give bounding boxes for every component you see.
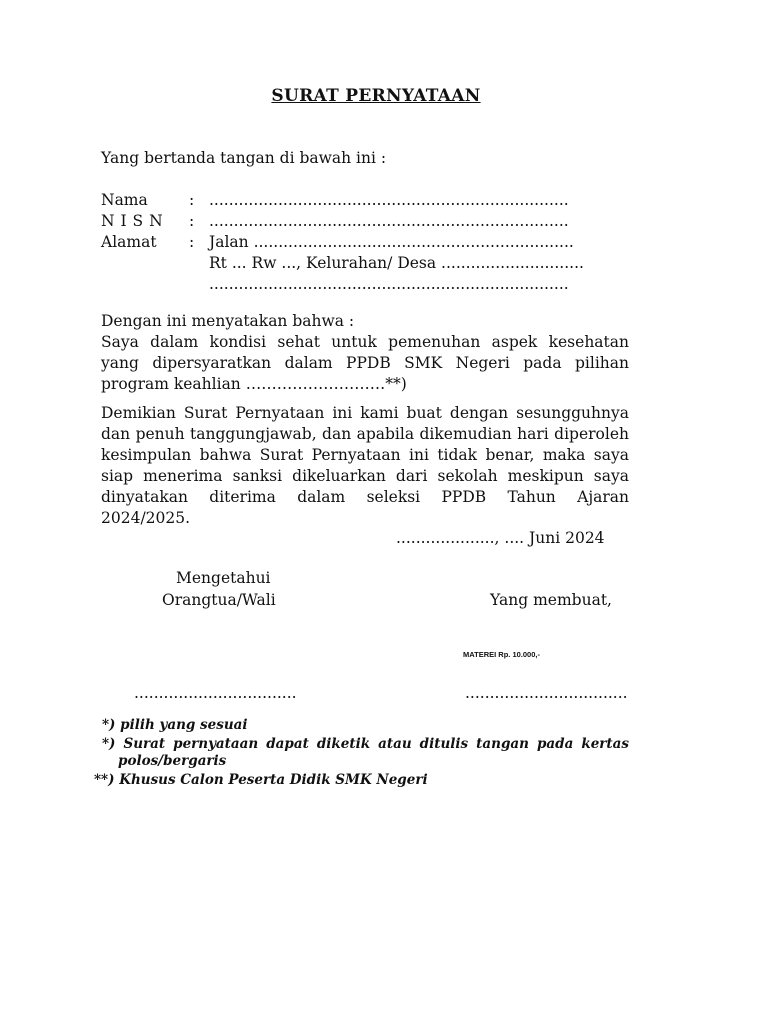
field-colon: : (189, 191, 195, 209)
document-title: SURAT PERNYATAAN (271, 86, 481, 106)
closing-line: dinyatakan diterima dalam seleksi PPDB Tahun Ajaran (101, 488, 629, 506)
closing-line: siap menerima sanksi dikeluarkan dari sekolah meskipun saya (101, 467, 629, 485)
left-sign-label-2: Orangtua/Wali (162, 591, 276, 609)
field-value-nisn: ......................................................................... (209, 212, 569, 230)
footnote-2-continued: polos/bergaris (118, 753, 227, 769)
left-signature-line: ................................. (134, 684, 297, 702)
footnote-3: **) Khusus Calon Peserta Didik SMK Negeri (94, 772, 428, 788)
closing-line: kesimpulan bahwa Surat Pernyataan ini tidak benar, maka saya (101, 446, 629, 464)
address-line-3: ......................................................................... (209, 275, 569, 293)
place-date: ...................., .... Juni 2024 (396, 529, 605, 547)
field-colon: : (189, 233, 195, 251)
field-label-alamat: Alamat (101, 233, 157, 251)
address-line-2: Rt ... Rw ..., Kelurahan/ Desa ............................. (209, 254, 584, 272)
closing-paragraph (101, 403, 629, 529)
closing-line: 2024/2025. (101, 509, 191, 527)
left-sign-label-1: Mengetahui (176, 569, 271, 587)
footnote-1: *) pilih yang sesuai (102, 717, 248, 733)
field-label-nama: Nama (101, 191, 148, 209)
statement-line: program keahlian ………………………**) (101, 375, 407, 393)
closing-line: dan penuh tanggungjawab, dan apabila dikemudian hari diperoleh (101, 425, 629, 443)
statement-line: yang dipersyaratkan dalam PPDB SMK Negeri pada pilihan (101, 354, 629, 372)
stamp-duty-label: MATEREI Rp. 10.000,- (463, 650, 540, 659)
footnote-2: *) Surat pernyataan dapat diketik atau ditulis tangan pada kertas (102, 736, 629, 752)
field-label-nisn: N I S N (101, 212, 164, 230)
right-sign-label: Yang membuat, (490, 591, 612, 609)
statement-intro: Dengan ini menyatakan bahwa : (101, 312, 355, 330)
statement-line: Saya dalam kondisi sehat untuk pemenuhan aspek kesehatan (101, 333, 629, 351)
closing-line: Demikian Surat Pernyataan ini kami buat dengan sesungguhnya (101, 404, 629, 422)
intro-text: Yang bertanda tangan di bawah ini : (101, 149, 387, 167)
statement-paragraph (101, 332, 629, 395)
field-value-nama: ......................................................................... (209, 191, 569, 209)
field-colon: : (189, 212, 195, 230)
field-value-alamat: Jalan ................................................................. (209, 233, 574, 251)
right-signature-line: ................................. (465, 684, 628, 702)
